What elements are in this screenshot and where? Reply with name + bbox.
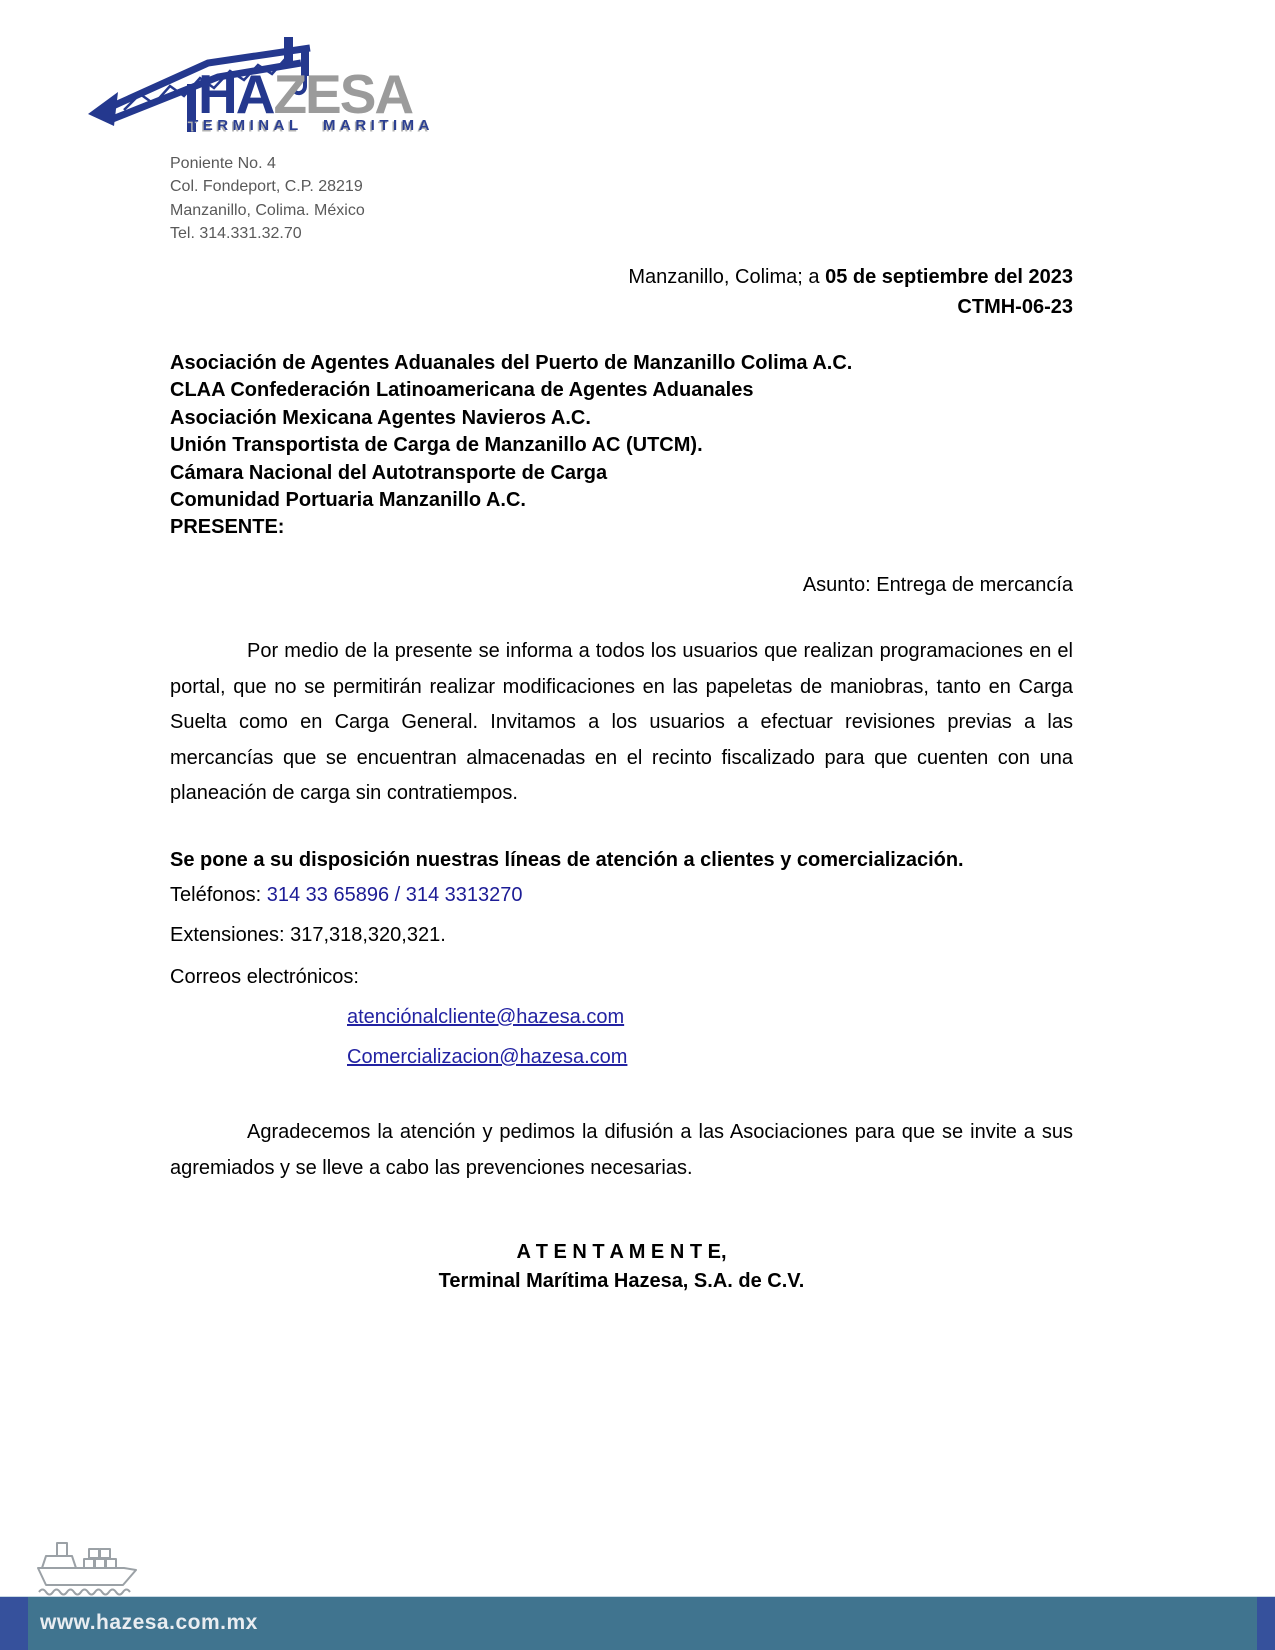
reference-number: CTMH-06-23 — [957, 296, 1073, 318]
phone-numbers: 314 33 65896 / 314 3313270 — [266, 884, 523, 906]
email-link-atencion[interactable]: atenciónalcliente@hazesa.com — [347, 1006, 625, 1028]
recipient-line: Asociación de Agentes Aduanales del Puerto de Manzanillo Colima A.C. — [170, 352, 853, 374]
closing-company: Terminal Marítima Hazesa, S.A. de C.V. — [438, 1270, 805, 1292]
recipient-line: Cámara Nacional del Autotransporte de Carga — [170, 461, 608, 484]
footer-accent-left — [0, 1597, 28, 1650]
cargo-ship-icon — [36, 1541, 140, 1596]
footer-accent-right — [1257, 1597, 1275, 1650]
brand-wordmark — [198, 63, 413, 125]
phones-line — [170, 884, 1073, 907]
company-logo — [88, 36, 434, 136]
brand-tagline: TERMINAL MARITIMA — [189, 117, 434, 134]
brand-wordmark-gray: ZESA — [273, 63, 413, 125]
presente-label: PRESENTE: — [170, 516, 285, 539]
sender-address-line: Col. Fondeport, C.P. 28219 — [170, 178, 363, 196]
footer-bar — [0, 1596, 1275, 1650]
recipient-line: Comunidad Portuaria Manzanillo A.C. — [170, 489, 526, 512]
sender-address-line: Poniente No. 4 — [170, 155, 276, 172]
recipient-line: Unión Transportista de Carga de Manzanillo AC (UTCM). — [170, 434, 703, 457]
phones-label: Teléfonos: — [170, 884, 267, 906]
attention-heading: Se pone a su disposición nuestras líneas de atención a clientes y comercialización. — [170, 849, 964, 871]
body-paragraph-1: Por medio de la presente se informa a todos los usuarios que realizan programaciones en el portal, que no se permitirán realizar modificaciones en las papeletas de maniobras, tanto en Carga Suelta como en Carga General. Invitamos a los usuarios a efectuar revisiones previas a las mercancías que se encuentran almacenadas en el recinto fiscalizado para que cuenten con una planeación de carga sin contratiempos. — [170, 640, 1073, 804]
footer-website: www.hazesa.com.mx — [40, 1611, 258, 1634]
emails-label: Correos electrónicos: — [170, 966, 359, 988]
date-value: 05 de septiembre del 2023 — [825, 266, 1073, 288]
body-paragraph-2: Agradecemos la atención y pedimos la difusión a las Asociaciones para que se invite a sus agremiados y se lleve a cabo las prevenciones necesarias. — [170, 1121, 1073, 1179]
date-place: Manzanillo, Colima; a — [628, 266, 826, 288]
subject-line: Asunto: Entrega de mercancía — [802, 574, 1073, 596]
sender-address-line: Tel. 314.331.32.70 — [170, 225, 302, 243]
recipient-line: Asociación Mexicana Agentes Navieros A.C. — [170, 406, 591, 429]
recipient-line: CLAA Confederación Latinoamericana de Agentes Aduanales — [170, 379, 754, 402]
brand-wordmark-blue: HA — [198, 63, 274, 125]
sender-address-line: Manzanillo, Colima. México — [170, 201, 365, 219]
closing-block — [170, 1238, 1073, 1296]
email-link-comercializacion[interactable]: Comercializacion@hazesa.com — [347, 1046, 628, 1068]
closing-salutation: A T E N T A M E N T E, — [516, 1241, 727, 1263]
date-line — [170, 262, 1073, 292]
extensions-line: Extensiones: 317,318,320,321. — [170, 924, 446, 946]
sender-address-block — [170, 152, 365, 246]
recipients-block — [170, 350, 1073, 542]
dateline-block — [170, 262, 1073, 322]
